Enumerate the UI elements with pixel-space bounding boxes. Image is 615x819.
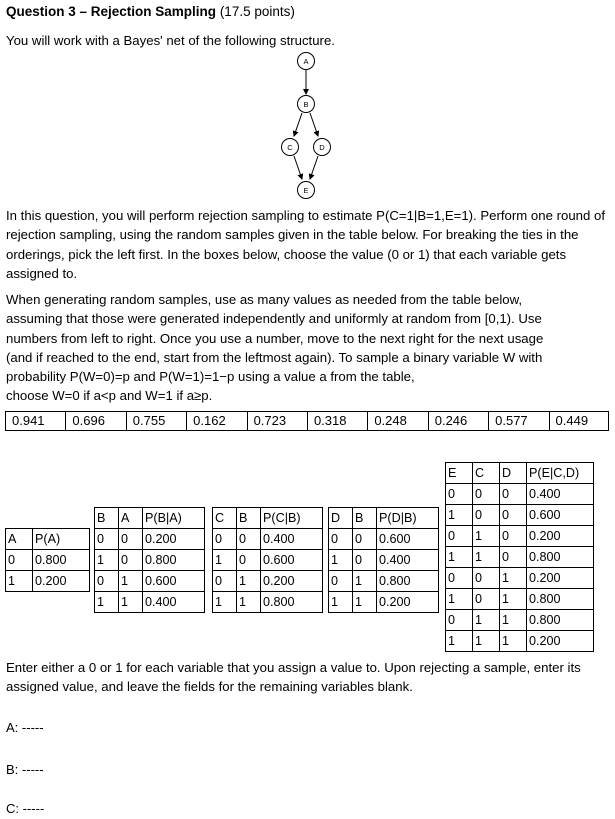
random-number: 0.449: [555, 413, 589, 428]
table-row: 1 1 0.800: [213, 592, 323, 613]
svg-text:A: A: [303, 57, 309, 66]
rule-line: probability P(W=0)=p and P(W=1)=1−p using a value a from the table,: [6, 369, 415, 385]
table-row: 0 0.800: [6, 550, 90, 571]
table-row: 1 0.200: [6, 571, 90, 592]
edge-c-e: [294, 156, 302, 179]
table-row: 0 1 1 0.800: [446, 610, 594, 631]
table-row: 1 0 0.600: [213, 550, 323, 571]
svg-text:E: E: [303, 186, 309, 195]
table-row: 0 0 0.400: [213, 529, 323, 550]
node-a: [298, 53, 315, 70]
rule-line: When generating random samples, use as many values as needed from the table below,: [6, 292, 523, 307]
answer-a-field[interactable]: -----: [21, 720, 44, 735]
cpt-d-table: [328, 507, 439, 613]
rule-line: assuming that those were generated independently and uniformly at random from [0,1). Use: [6, 311, 542, 327]
table-header-row: E C D P(E|C,D): [446, 463, 594, 484]
table-row: 1 0 0.400: [329, 550, 439, 571]
table-row: 0 1 0.200: [213, 571, 323, 592]
node-e: [298, 182, 315, 199]
svg-text:D: D: [319, 143, 325, 152]
cpt-c-table: [212, 507, 323, 613]
random-number: 0.246: [429, 412, 489, 430]
node-b: [298, 96, 315, 113]
table-row: 0 1 0.800: [329, 571, 439, 592]
question-points: (17.5 points): [219, 4, 295, 19]
random-number: 0.755: [127, 412, 187, 430]
table-row: 1 0 1 0.800: [446, 589, 594, 610]
cpt-b-table: [94, 507, 205, 613]
table-header-row: C B P(C|B): [213, 508, 323, 529]
bayes-net-diagram: [270, 50, 340, 202]
table-row: 0 0 1 0.200: [446, 568, 594, 589]
paragraph-sampling-rules: [6, 290, 608, 406]
table-row: 1 0 0.800: [95, 550, 205, 571]
table-row: 1 1 1 0.200: [446, 631, 594, 652]
table-header-row: D B P(D|B): [329, 508, 439, 529]
question-label: Question 3 – Rejection Sampling: [6, 4, 217, 19]
answer-a[interactable]: [6, 720, 44, 735]
paragraph-rejection-intro: In this question, you will perform rejection sampling to estimate P(C=1|B=1,E=1). Perform one round of rejection sampling, using the random samples given in the table below. For breaking the ties in the orderings, pick the left first. In the boxes below, choose the value (0 or 1) that each variable gets assigned to.: [6, 208, 605, 281]
table-row: 1 1 0 0.800: [446, 547, 594, 568]
edge-b-d: [310, 113, 318, 136]
table-row: 1 1 0.200: [329, 592, 439, 613]
random-number-table: [5, 411, 609, 431]
cpt-e-table: [445, 462, 594, 652]
answer-c-field[interactable]: -----: [22, 801, 45, 816]
random-number: 0.248: [368, 412, 428, 430]
intro-text: You will work with a Bayes' net of the following structure.: [6, 33, 335, 48]
rule-line: (and if reached to the end, start from the leftmost again). To sample a binary variable W with: [6, 349, 543, 365]
edge-d-e: [310, 156, 318, 179]
random-number: 0.318: [308, 412, 368, 430]
table-row: 1 0 0 0.600: [446, 505, 594, 526]
table-row: 0 1 0 0.200: [446, 526, 594, 547]
table-row: 0 0 0.600: [329, 529, 439, 550]
table-row: 0 0 0.200: [95, 529, 205, 550]
table-row: 0 1 0.600: [95, 571, 205, 592]
edge-b-c: [294, 113, 302, 136]
cpt-a-table: [5, 528, 90, 592]
random-number: 0.577: [489, 412, 549, 430]
table-row: 0 0 0 0.400: [446, 484, 594, 505]
answer-b-field[interactable]: -----: [21, 762, 44, 777]
answer-c[interactable]: [6, 801, 44, 816]
question-title: [6, 4, 295, 19]
rule-line: numbers from left to right. Once you use a number, move to the next right for the next usage: [6, 330, 544, 346]
svg-text:C: C: [287, 143, 293, 152]
answer-label: B:: [6, 762, 19, 777]
random-number: 0.162: [187, 412, 247, 430]
random-number: 0.723: [248, 412, 308, 430]
node-d: [314, 139, 331, 156]
random-number: 0.941: [6, 412, 66, 430]
table-row: 1 1 0.400: [95, 592, 205, 613]
svg-text:B: B: [303, 100, 309, 109]
table-header-row: B A P(B|A): [95, 508, 205, 529]
table-header-row: A P(A): [6, 529, 90, 550]
node-c: [282, 139, 299, 156]
rule-line: choose W=0 if a<p and W=1 if a≥p.: [6, 388, 213, 404]
answer-label: A:: [6, 720, 19, 735]
random-number: 0.696: [66, 412, 126, 430]
answer-label: C:: [6, 801, 19, 816]
paragraph-answer-instructions: Enter either a 0 or 1 for each variable that you assign a value to. Upon rejecting a sample, enter its assigned value, and leave the fields for the remaining variables blank.: [6, 660, 581, 695]
answer-b[interactable]: [6, 762, 44, 777]
